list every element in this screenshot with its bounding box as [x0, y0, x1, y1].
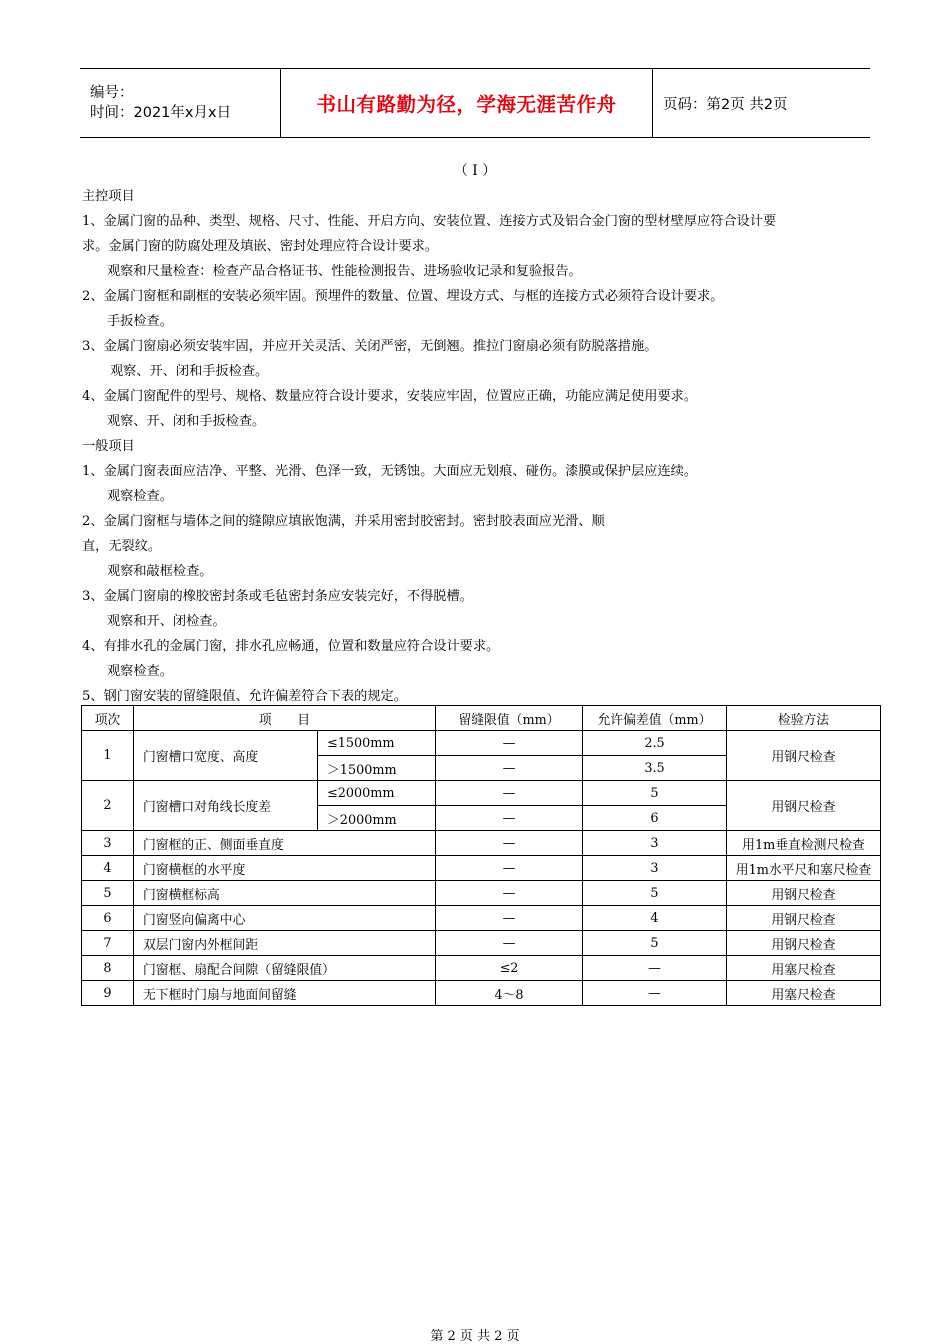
table-row: [82, 956, 881, 981]
table-row: [82, 856, 881, 881]
cell-item: 门窗框、扇配合间隙（留缝限值）: [134, 956, 436, 981]
paragraph-line: 3、金属门窗扇的橡胶密封条或毛毡密封条应安装完好，不得脱槽。: [82, 589, 473, 604]
inspection-method: 观察和开、闭检查。: [107, 614, 226, 629]
paragraph-line: 直，无裂纹。: [82, 539, 162, 554]
inspection-method: 观察检查。: [107, 489, 173, 504]
table-row: [82, 731, 881, 756]
cell-subitem: ≤1500mm: [318, 731, 436, 756]
cell-gap: —: [436, 856, 583, 881]
cell-method: 用1m水平尺和塞尺检查: [727, 856, 881, 881]
cell-item: 门窗槽口宽度、高度: [134, 731, 318, 781]
cell-gap: —: [436, 931, 583, 956]
paragraph-line: 求。金属门窗的防腐处理及填嵌、密封处理应符合设计要求。: [82, 239, 439, 254]
paragraph-line: 2、金属门窗框和副框的安装必须牢固。预埋件的数量、位置、埋设方式、与框的连接方式必须符合设计要求。: [82, 289, 724, 304]
paragraph-line: 1、金属门窗的品种、类型、规格、尺寸、性能、开启方向、安装位置、连接方式及铝合金门窗的型材壁厚应符合设计要: [82, 214, 777, 229]
cell-item: 门窗横框的水平度: [134, 856, 436, 881]
cell-deviation: 3: [583, 831, 727, 856]
cell-deviation: 5: [583, 931, 727, 956]
table-row: [82, 831, 881, 856]
cell-gap: —: [436, 831, 583, 856]
cell-deviation: 2.5: [583, 731, 727, 756]
col-header-item: 项 目: [134, 706, 436, 731]
paragraph-line: 4、有排水孔的金属门窗，排水孔应畅通，位置和数量应符合设计要求。: [82, 639, 500, 654]
col-header-gap: 留缝限值（mm）: [436, 706, 583, 731]
doc-time-label: 时间：2021年x月x日: [90, 105, 232, 121]
col-header-deviation: 允许偏差值（mm）: [583, 706, 727, 731]
header-motto: 书山有路勤为径，学海无涯苦作舟: [316, 93, 617, 116]
cell-item: 门窗槽口对角线长度差: [134, 781, 318, 831]
cell-method: 用钢尺检查: [727, 781, 881, 831]
cell-no: 3: [82, 831, 134, 856]
cell-deviation: 4: [583, 906, 727, 931]
cell-no: 1: [82, 731, 134, 781]
cell-no: 9: [82, 981, 134, 1006]
cell-method: 用钢尺检查: [727, 881, 881, 906]
cell-no: 2: [82, 781, 134, 831]
table-row: [82, 881, 881, 906]
header-page-number: 页码：第2页 共2页: [663, 96, 788, 113]
cell-gap: —: [436, 731, 583, 756]
cell-deviation: 5: [583, 781, 727, 806]
header-meta: [80, 69, 281, 137]
inspection-method: 观察、开、闭和手扳检查。: [110, 364, 269, 379]
col-header-method: 检验方法: [727, 706, 881, 731]
cell-method: 用1m垂直检测尺检查: [727, 831, 881, 856]
cell-method: 用钢尺检查: [727, 731, 881, 781]
paragraph-line: 3、金属门窗扇必须安装牢固，并应开关灵活、关闭严密，无倒翘。推拉门窗扇必须有防脱落措施。: [82, 339, 658, 354]
inspection-method: 观察和尺量检查：检查产品合格证书、性能检测报告、进场验收记录和复验报告。: [107, 264, 582, 279]
inspection-method: 观察和敲框检查。: [107, 564, 213, 579]
inspection-method: 观察检查。: [107, 664, 173, 679]
cell-deviation: —: [583, 956, 727, 981]
tolerance-table: [81, 705, 881, 1006]
cell-subitem: ≤2000mm: [318, 781, 436, 806]
cell-item: 门窗框的正、侧面垂直度: [134, 831, 436, 856]
cell-method: 用塞尺检查: [727, 956, 881, 981]
inspection-method: 手扳检查。: [107, 314, 173, 329]
cell-method: 用塞尺检查: [727, 981, 881, 1006]
cell-deviation: 5: [583, 881, 727, 906]
cell-gap: —: [436, 806, 583, 831]
heading-main-items: 主控项目: [82, 189, 135, 204]
cell-no: 6: [82, 906, 134, 931]
cell-deviation: —: [583, 981, 727, 1006]
cell-no: 8: [82, 956, 134, 981]
cell-no: 4: [82, 856, 134, 881]
cell-no: 5: [82, 881, 134, 906]
table-row: [82, 781, 881, 806]
cell-no: 7: [82, 931, 134, 956]
table-row: [82, 931, 881, 956]
cell-deviation: 3: [583, 856, 727, 881]
cell-gap: 4～8: [436, 981, 583, 1006]
paragraph-line: 2、金属门窗框与墙体之间的缝隙应填嵌饱满，并采用密封胶密封。密封胶表面应光滑、顺: [82, 514, 605, 529]
cell-gap: —: [436, 781, 583, 806]
cell-item: 无下框时门扇与地面间留缝: [134, 981, 436, 1006]
doc-number-label: 编号：: [90, 85, 134, 101]
col-header-no: 项次: [82, 706, 134, 731]
table-row: [82, 906, 881, 931]
body-text: [82, 184, 872, 709]
paragraph-line: 4、金属门窗配件的型号、规格、数量应符合设计要求，安装应牢固，位置应正确，功能应满足使用要求。: [82, 389, 698, 404]
cell-gap: —: [436, 906, 583, 931]
cell-subitem: ＞1500mm: [318, 756, 436, 781]
cell-item: 双层门窗内外框间距: [134, 931, 436, 956]
cell-deviation: 3.5: [583, 756, 727, 781]
inspection-method: 观察、开、闭和手扳检查。: [107, 414, 266, 429]
cell-item: 门窗竖向偏离中心: [134, 906, 436, 931]
header-motto-cell: [281, 69, 653, 137]
cell-gap: ≤2: [436, 956, 583, 981]
cell-gap: —: [436, 881, 583, 906]
cell-subitem: ＞2000mm: [318, 806, 436, 831]
header-page-cell: [653, 69, 870, 137]
cell-method: 用钢尺检查: [727, 931, 881, 956]
document-header: [80, 68, 870, 138]
cell-deviation: 6: [583, 806, 727, 831]
table-row: [82, 981, 881, 1006]
page-footer: 第 2 页 共 2 页: [430, 1329, 520, 1344]
cell-gap: —: [436, 756, 583, 781]
paragraph-line: 5、钢门窗安装的留缝限值、允许偏差符合下表的规定。: [82, 689, 407, 704]
cell-method: 用钢尺检查: [727, 906, 881, 931]
table-header-row: [82, 706, 881, 731]
cell-item: 门窗横框标高: [134, 881, 436, 906]
section-title: （ Ⅰ ）: [453, 163, 497, 179]
paragraph-line: 1、金属门窗表面应洁净、平整、光滑、色泽一致，无锈蚀。大面应无划痕、碰伤。漆膜或保护层应连续。: [82, 464, 698, 479]
heading-general-items: 一般项目: [82, 439, 135, 454]
